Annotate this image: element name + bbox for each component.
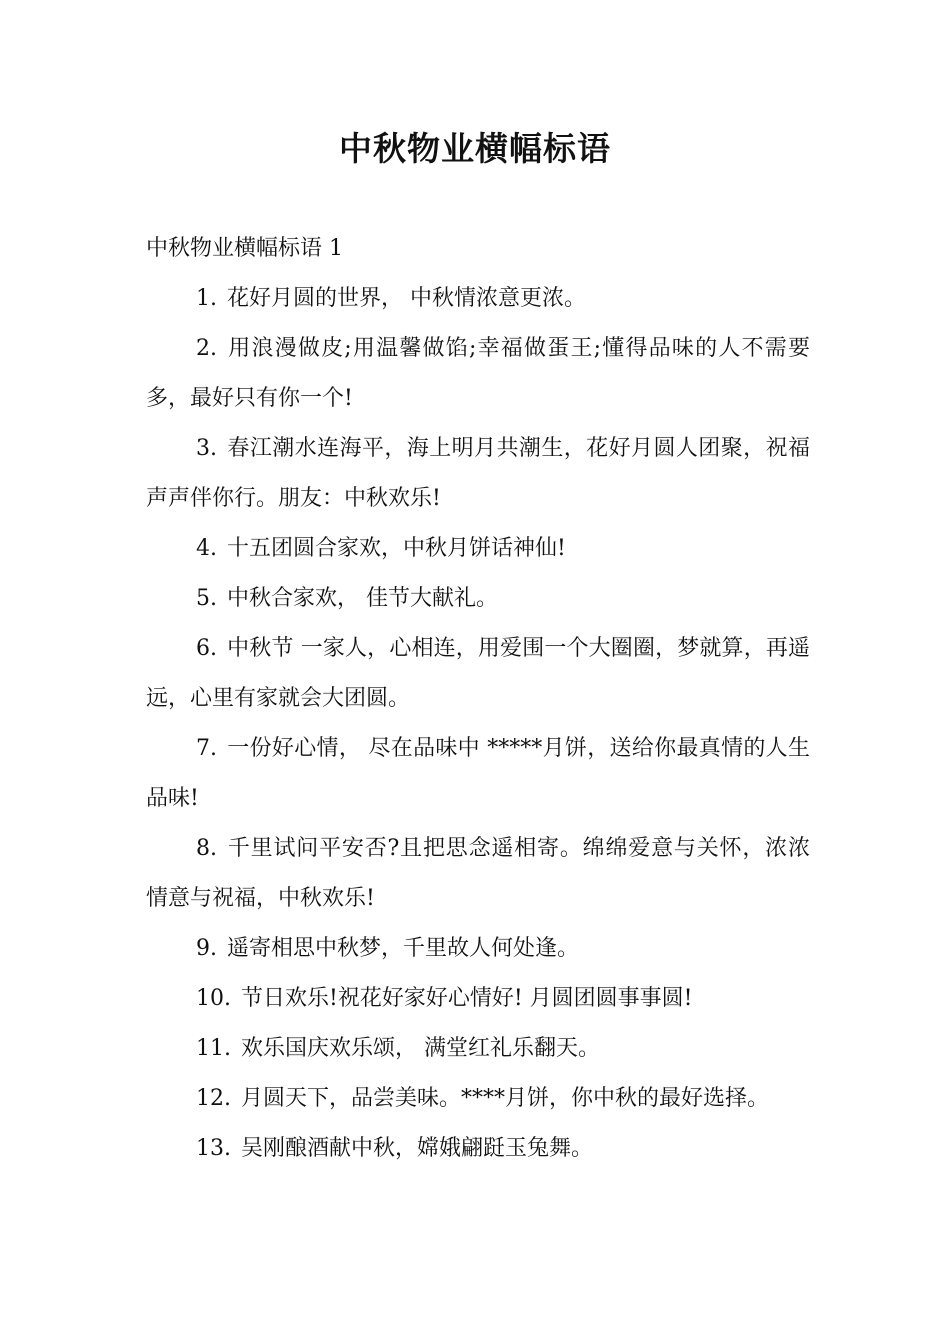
slogan-text: 十五团圆合家欢，中秋月饼话神仙! — [227, 536, 566, 561]
slogan-list — [146, 274, 810, 1174]
slogan-text: 中秋合家欢， 佳节大献礼。 — [227, 586, 498, 611]
slogan-item — [146, 1074, 810, 1124]
slogan-item — [146, 974, 810, 1024]
slogan-number: 13. — [196, 1136, 231, 1161]
slogan-text: 月圆天下，品尝美味。****月饼，你中秋的最好选择。 — [241, 1086, 770, 1111]
slogan-item — [146, 574, 810, 624]
slogan-number: 9. — [196, 936, 217, 961]
slogan-number: 12. — [196, 1086, 231, 1111]
slogan-item — [146, 524, 810, 574]
slogan-text: 遥寄相思中秋梦，千里故人何处逢。 — [227, 936, 580, 961]
slogan-text: 节日欢乐!祝花好家好心情好! 月圆团圆事事圆! — [241, 986, 693, 1011]
slogan-text: 春江潮水连海平，海上明月共潮生，花好月圆人团聚，祝福声声伴你行。朋友：中秋欢乐! — [146, 436, 810, 511]
slogan-number: 3. — [196, 436, 217, 461]
section-heading: 中秋物业横幅标语 1 — [146, 236, 343, 261]
slogan-text: 用浪漫做皮;用温馨做馅;幸福做蛋王;懂得品味的人不需要多，最好只有你一个! — [146, 336, 810, 411]
slogan-number: 8. — [196, 836, 217, 861]
slogan-item — [146, 1024, 810, 1074]
slogan-item — [146, 424, 810, 524]
slogan-number: 10. — [196, 986, 231, 1011]
document-body — [146, 224, 810, 1174]
slogan-item — [146, 724, 810, 824]
slogan-item — [146, 924, 810, 974]
slogan-item — [146, 1124, 810, 1174]
slogan-text: 一份好心情， 尽在品味中 *****月饼，送给你最真情的人生品味! — [146, 736, 810, 811]
slogan-text: 花好月圆的世界， 中秋情浓意更浓。 — [227, 286, 586, 311]
slogan-text: 欢乐国庆欢乐颂， 满堂红礼乐翻天。 — [241, 1036, 600, 1061]
slogan-number: 1. — [196, 286, 217, 311]
slogan-item — [146, 324, 810, 424]
slogan-number: 2. — [196, 336, 217, 361]
document-title: 中秋物业横幅标语 — [339, 129, 611, 168]
slogan-number: 5. — [196, 586, 217, 611]
slogan-text: 吴刚酿酒献中秋，嫦娥翩跹玉兔舞。 — [241, 1136, 594, 1161]
slogan-text: 中秋节 一家人，心相连，用爱围一个大圈圈，梦就算，再遥远，心里有家就会大团圆。 — [146, 636, 810, 711]
slogan-number: 6. — [196, 636, 217, 661]
slogan-number: 4. — [196, 536, 217, 561]
slogan-item — [146, 824, 810, 924]
slogan-text: 千里试问平安否?且把思念遥相寄。绵绵爱意与关怀，浓浓情意与祝福，中秋欢乐! — [146, 836, 810, 911]
slogan-item — [146, 624, 810, 724]
slogan-item — [146, 274, 810, 324]
slogan-number: 11. — [196, 1036, 231, 1061]
slogan-number: 7. — [196, 736, 217, 761]
